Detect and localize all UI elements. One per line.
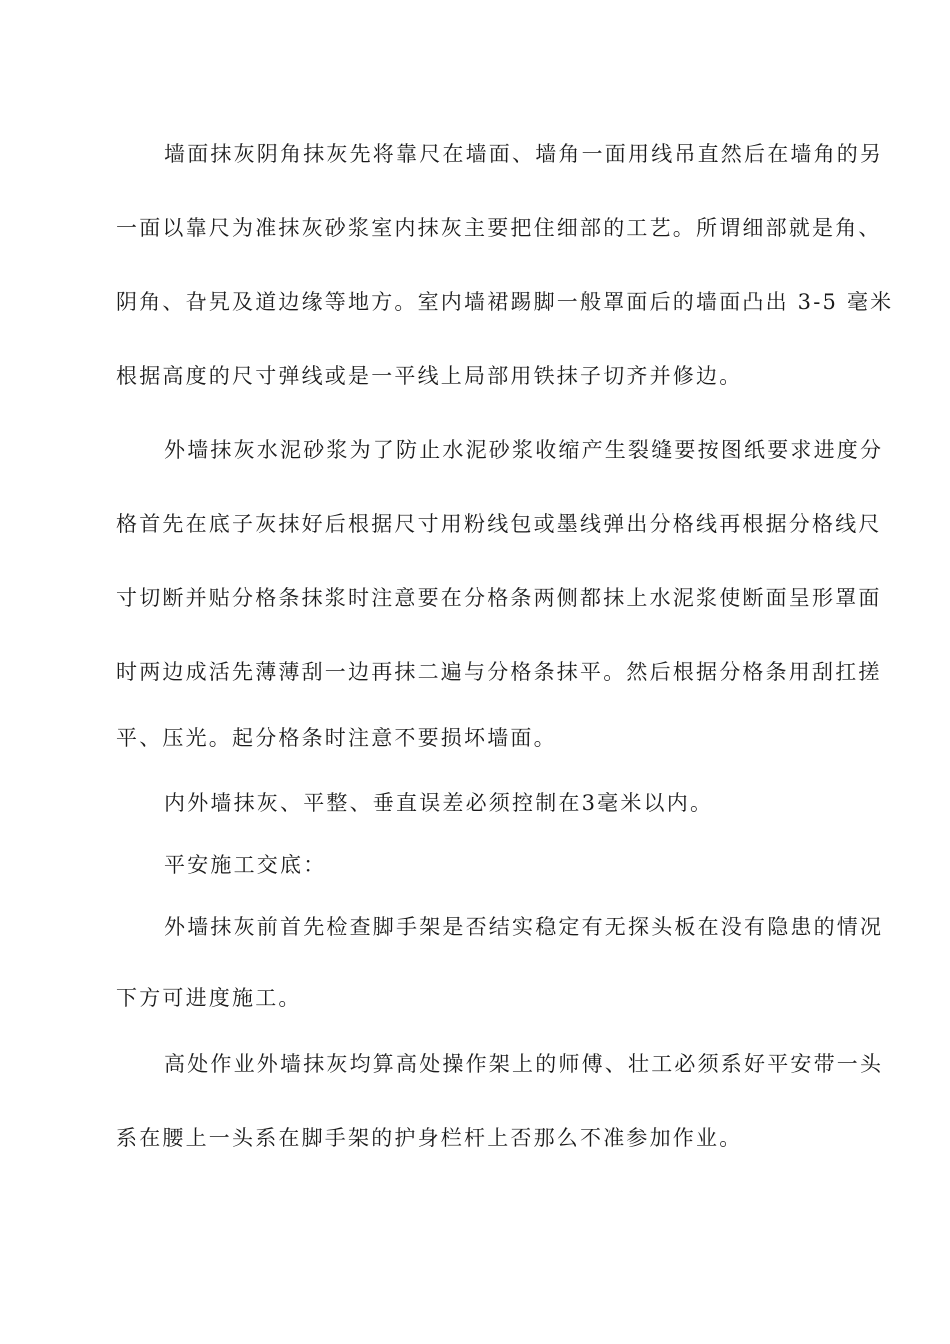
paragraph-6-line-1: 高处作业外墙抹灰均算高处操作架上的师傅、壮工必须系好平安带一头 bbox=[164, 1052, 884, 1076]
paragraph-1-line-3: 阴角、旮旯及道边缘等地方。室内墙裙踢脚一般罩面后的墙面凸出 3-5 毫米 bbox=[116, 290, 894, 314]
paragraph-4-heading: 平安施工交底： bbox=[164, 853, 327, 877]
paragraph-2-line-1: 外墙抹灰水泥砂浆为了防止水泥砂浆收缩产生裂缝要按图纸要求进度分 bbox=[164, 438, 884, 462]
paragraph-2-line-4: 时两边成活先薄薄刮一边再抹二遍与分格条抹平。然后根据分格条用刮扛搓 bbox=[116, 660, 882, 684]
paragraph-2-line-3: 寸切断并贴分格条抹浆时注意要在分格条两侧都抹上水泥浆使断面呈形罩面 bbox=[116, 586, 882, 610]
paragraph-1-line-1: 墙面抹灰阴角抹灰先将靠尺在墙面、墙角一面用线吊直然后在墙角的另 bbox=[164, 142, 884, 166]
paragraph-5-line-2: 下方可进度施工。 bbox=[116, 986, 302, 1010]
paragraph-6-line-2: 系在腰上一头系在脚手架的护身栏杆上否那么不准参加作业。 bbox=[116, 1126, 743, 1150]
paragraph-1-line-2: 一面以靠尺为准抹灰砂浆室内抹灰主要把住细部的工艺。所谓细部就是角、 bbox=[116, 216, 882, 240]
paragraph-5-line-1: 外墙抹灰前首先检查脚手架是否结实稳定有无探头板在没有隐患的情况 bbox=[164, 915, 884, 939]
paragraph-2-line-2: 格首先在底子灰抹好后根据尺寸用粉线包或墨线弹出分格线再根据分格线尺 bbox=[116, 512, 882, 536]
paragraph-1-line-4: 根据高度的尺寸弹线或是一平线上局部用铁抹子切齐并修边。 bbox=[116, 364, 743, 388]
paragraph-3-line-1: 内外墙抹灰、平整、垂直误差必须控制在3毫米以内。 bbox=[164, 791, 714, 815]
paragraph-2-line-5: 平、压光。起分格条时注意不要损坏墙面。 bbox=[116, 726, 557, 750]
